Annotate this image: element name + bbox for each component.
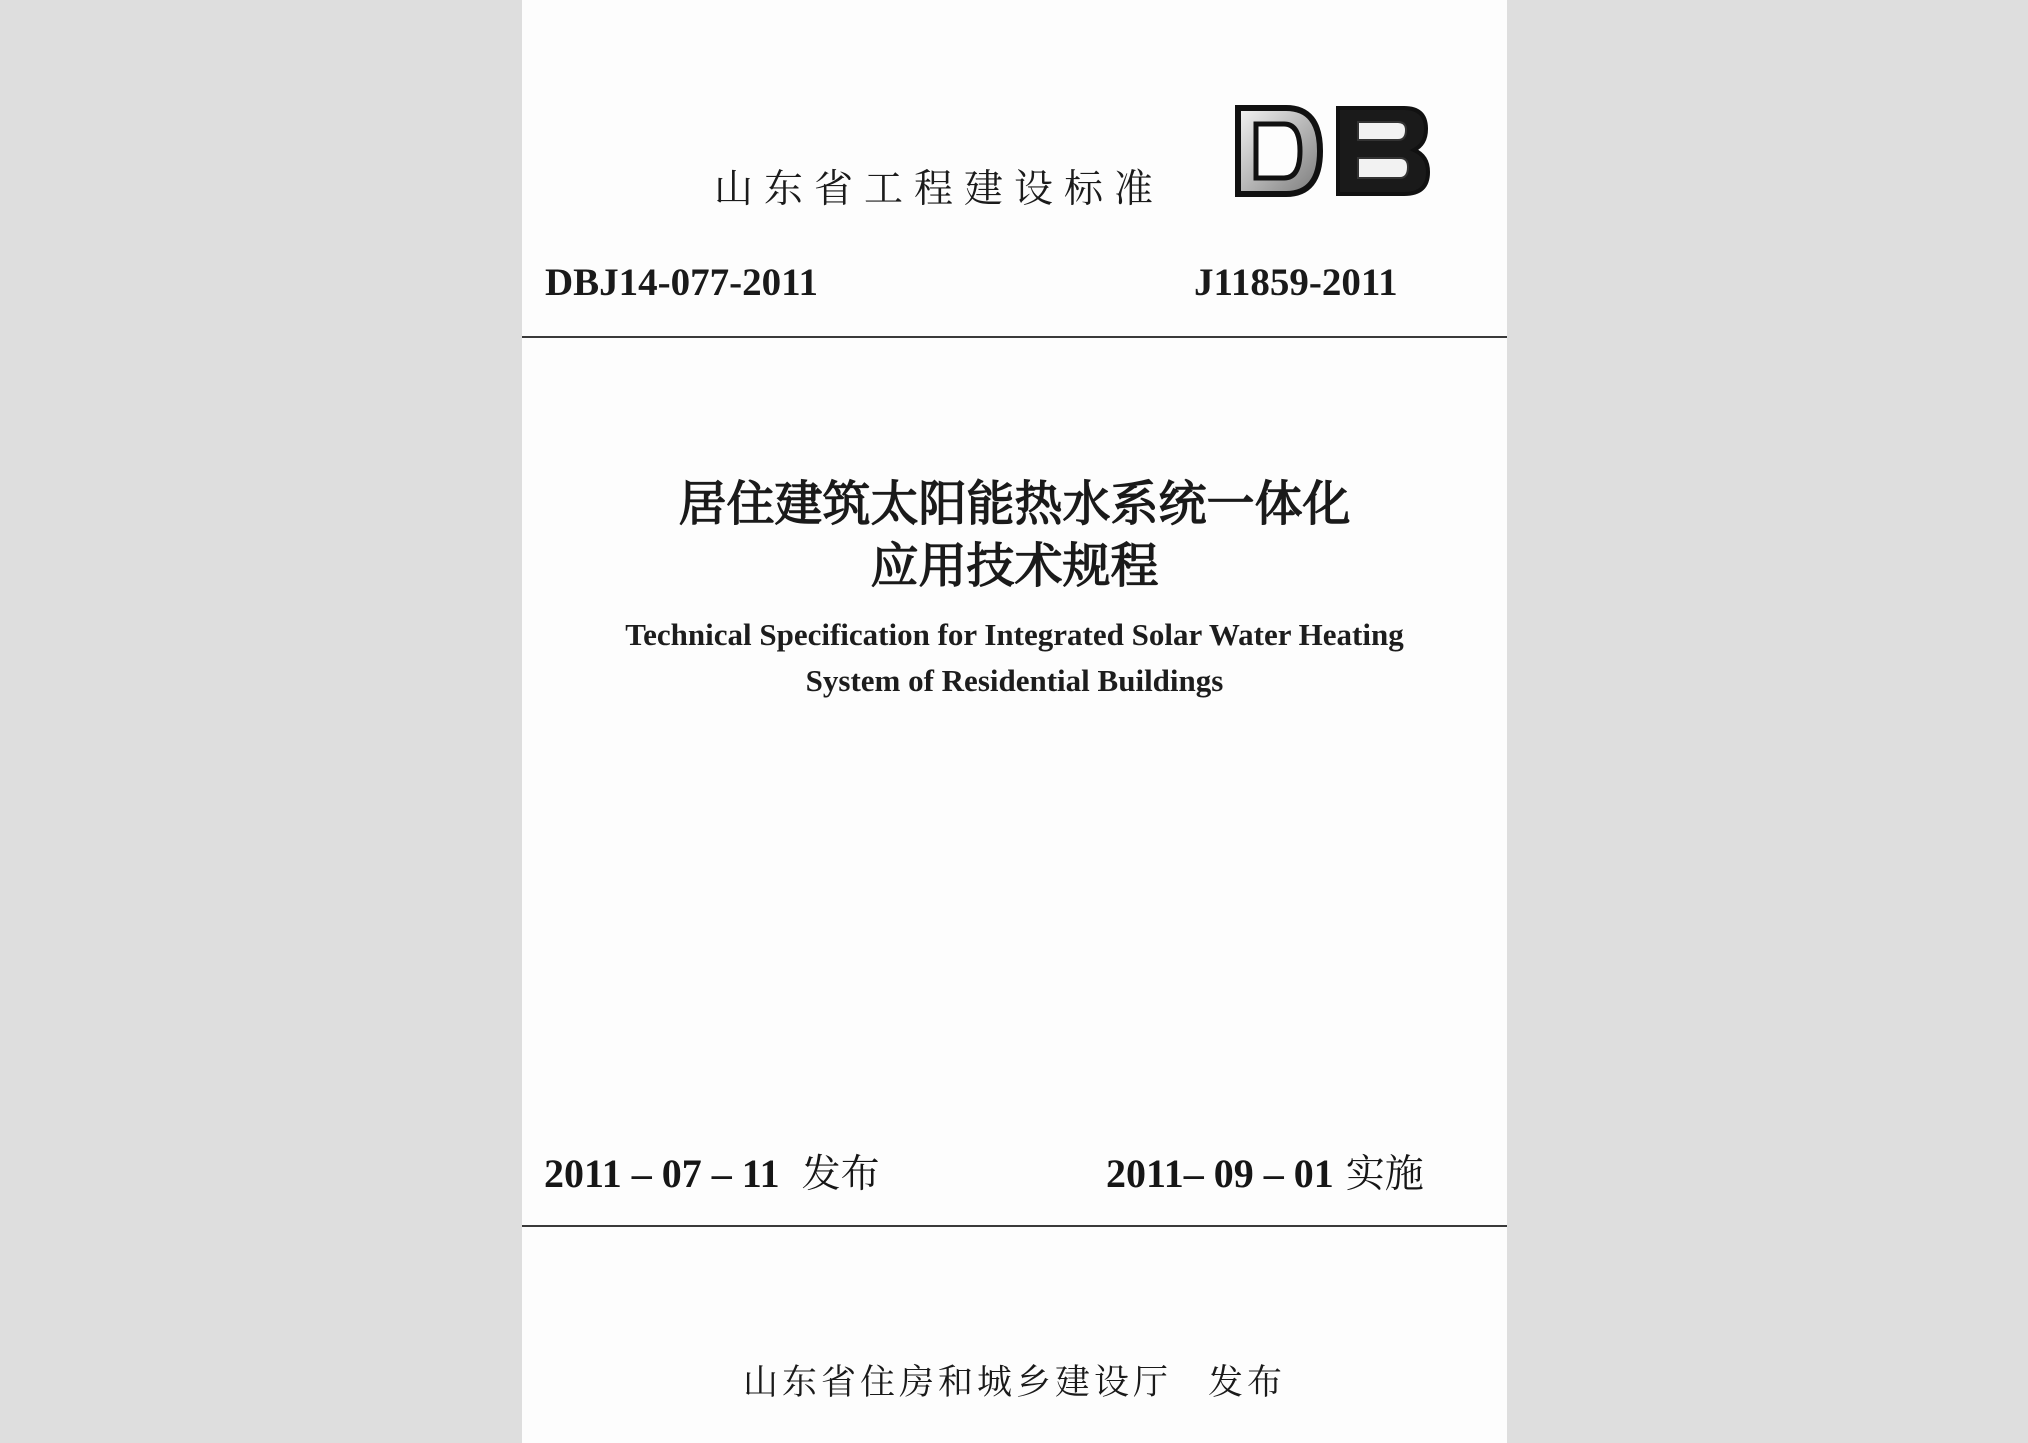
top-divider: [522, 336, 1507, 338]
document-cover: [522, 0, 1507, 1443]
publisher-line: [522, 1355, 1507, 1405]
issue-date-block: [544, 1143, 880, 1199]
implementation-date-block: [1106, 1143, 1424, 1199]
publisher-name: 山东省住房和城乡建设厅: [742, 1363, 1172, 1403]
publisher-action: 发布: [1208, 1363, 1287, 1403]
record-number: J11859-2011: [1194, 261, 1398, 304]
english-title-line-2: System of Residential Buildings: [805, 663, 1224, 698]
chinese-title-line-1: 居住建筑太阳能热水系统一体化: [678, 476, 1351, 532]
issue-label: 发布: [801, 1152, 880, 1197]
english-title-line-1: Technical Specification for Integrated Solar Water Heating: [625, 617, 1404, 652]
standard-category-heading: 山东省工程建设标准: [714, 167, 1165, 212]
db-logo-icon: [1234, 104, 1430, 198]
chinese-title-line-2: 应用技术规程: [870, 538, 1159, 594]
implementation-date: 2011– 09 – 01: [1106, 1151, 1334, 1196]
implementation-label: 实施: [1345, 1152, 1424, 1197]
standard-number: DBJ14-077-2011: [545, 261, 818, 304]
issue-date: 2011 – 07 – 11: [544, 1151, 780, 1196]
bottom-divider: [522, 1225, 1507, 1227]
